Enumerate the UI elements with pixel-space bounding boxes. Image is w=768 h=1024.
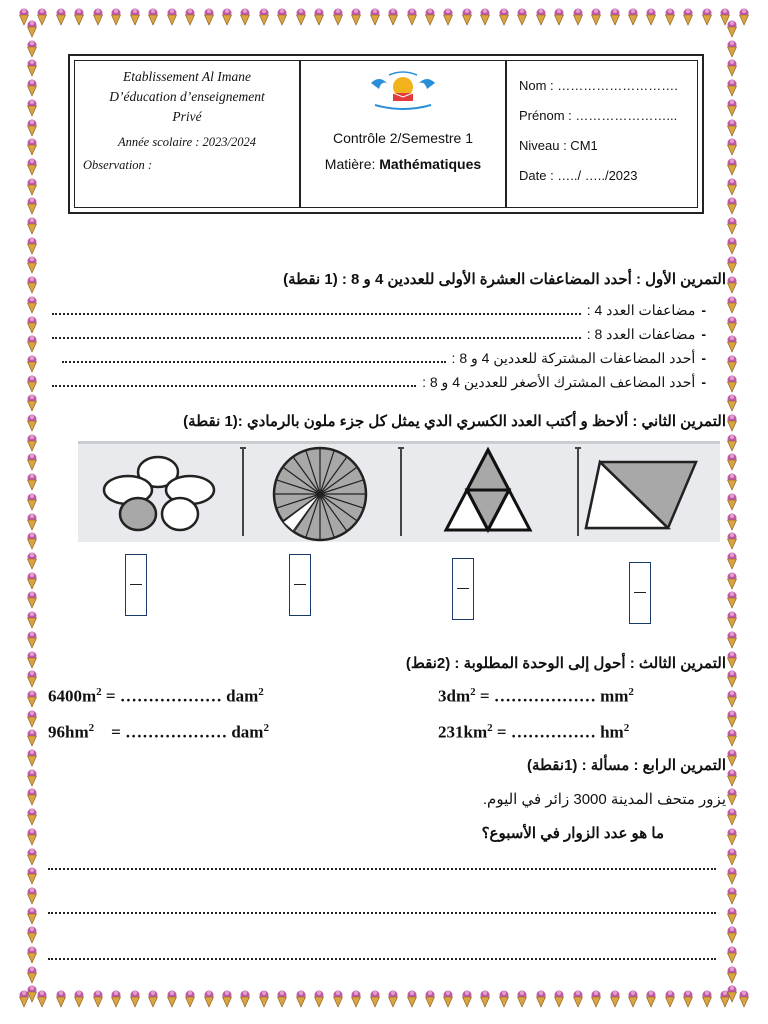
border-cone-icon	[726, 769, 738, 787]
school-year: Année scolaire : 2023/2024	[117, 135, 257, 149]
border-cone-icon	[572, 8, 584, 28]
dash-bullet: -	[701, 302, 706, 318]
spacer	[94, 723, 107, 742]
fraction-bar	[294, 584, 306, 585]
border-cone-icon	[147, 990, 159, 1010]
border-cone-icon	[184, 8, 196, 28]
border-cone-icon	[387, 8, 399, 28]
answer-line[interactable]	[48, 958, 716, 960]
border-cone-icon	[26, 434, 38, 452]
border-cone-icon	[726, 20, 738, 38]
border-cone-icon	[609, 990, 621, 1010]
niveau-field: Niveau : CM1	[519, 138, 598, 153]
fraction-bar	[130, 584, 142, 585]
border-cone-icon	[26, 907, 38, 925]
ex1-line-label: أحدد المضاعفات المشتركة للعددين 4 و 8 :	[451, 350, 696, 366]
exercise-1-lines	[52, 302, 706, 398]
nom-field: Nom : ……………………….	[519, 78, 678, 93]
border-cone-icon	[645, 990, 657, 1010]
border-cone-icon	[276, 8, 288, 28]
border-cone-icon	[726, 749, 738, 767]
fraction-bar	[634, 592, 646, 593]
border-cone-icon	[726, 788, 738, 806]
border-cone-icon	[26, 710, 38, 728]
dash-bullet: -	[701, 374, 706, 390]
border-cone-icon	[26, 20, 38, 38]
left-border	[22, 20, 42, 1004]
border-cone-icon	[26, 453, 38, 471]
border-cone-icon	[26, 808, 38, 826]
border-cone-icon	[26, 867, 38, 885]
border-cone-icon	[726, 79, 738, 97]
border-cone-icon	[26, 158, 38, 176]
border-cone-icon	[203, 990, 215, 1010]
border-cone-icon	[627, 990, 639, 1010]
border-cone-icon	[26, 79, 38, 97]
answer-dots: ………………	[493, 686, 596, 706]
border-cone-icon	[26, 611, 38, 629]
border-cone-icon	[553, 8, 565, 28]
border-cone-icon	[166, 8, 178, 28]
border-cone-icon	[26, 316, 38, 334]
border-cone-icon	[26, 473, 38, 491]
institution-line-3: Privé	[172, 109, 202, 124]
border-cone-icon	[26, 848, 38, 866]
border-cone-icon	[129, 990, 141, 1010]
figures-svg	[78, 444, 720, 542]
institution-name	[83, 67, 291, 127]
border-cone-icon	[726, 394, 738, 412]
border-cone-icon	[516, 990, 528, 1010]
border-cone-icon	[726, 572, 738, 590]
conversion-lhs: 6400m	[48, 686, 97, 706]
answer-dots	[52, 303, 581, 315]
exponent: 2	[628, 686, 634, 698]
problem-question: ما هو عدد الزوار في الأسبوع؟	[481, 825, 664, 842]
border-cone-icon	[726, 729, 738, 747]
border-cone-icon	[726, 217, 738, 235]
flower-figure	[104, 457, 214, 530]
border-cone-icon	[726, 256, 738, 274]
border-cone-icon	[726, 316, 738, 334]
border-cone-icon	[726, 237, 738, 255]
border-cone-icon	[26, 690, 38, 708]
border-cone-icon	[26, 985, 38, 1003]
border-cone-icon	[498, 990, 510, 1010]
exponent: 2	[470, 686, 476, 698]
border-cone-icon	[726, 414, 738, 432]
border-cone-icon	[726, 119, 738, 137]
ex1-line-label: مضاعفات العدد 4 :	[586, 302, 696, 318]
border-cone-icon	[726, 591, 738, 609]
border-cone-icon	[203, 8, 215, 28]
date-field: Date : …../ …../2023	[519, 168, 638, 183]
border-cone-icon	[387, 990, 399, 1010]
border-cone-icon	[726, 670, 738, 688]
border-cone-icon	[239, 8, 251, 28]
border-cone-icon	[406, 990, 418, 1010]
border-cone-icon	[26, 256, 38, 274]
border-cone-icon	[313, 8, 325, 28]
conversion-rhs: dam	[231, 722, 264, 742]
ex1-line	[62, 350, 706, 374]
school-logo-icon	[363, 69, 443, 113]
border-cone-icon	[258, 8, 270, 28]
border-cone-icon	[147, 8, 159, 28]
border-cone-icon	[479, 8, 491, 28]
prenom-field: Prénom : …………………...	[519, 108, 678, 123]
answer-dots: ……………	[510, 722, 596, 742]
border-cone-icon	[276, 990, 288, 1010]
border-cone-icon	[26, 99, 38, 117]
border-cone-icon	[26, 59, 38, 77]
border-cone-icon	[26, 670, 38, 688]
border-cone-icon	[258, 990, 270, 1010]
equals: =	[106, 722, 126, 742]
fraction-answer-box[interactable]	[452, 558, 474, 620]
exponent: 2	[96, 686, 102, 698]
border-cone-icon	[726, 946, 738, 964]
border-cone-icon	[726, 631, 738, 649]
border-cone-icon	[726, 690, 738, 708]
fraction-bar	[457, 588, 469, 589]
border-cone-icon	[461, 8, 473, 28]
exponent: 2	[88, 722, 95, 734]
border-cone-icon	[726, 138, 738, 156]
border-cone-icon	[726, 276, 738, 294]
institution-cell	[75, 61, 301, 207]
border-cone-icon	[726, 907, 738, 925]
border-cone-icon	[55, 8, 67, 28]
border-cone-icon	[498, 8, 510, 28]
border-cone-icon	[26, 591, 38, 609]
subject-value: Mathématiques	[379, 156, 482, 172]
border-cone-icon	[26, 276, 38, 294]
conversion-lhs: 3dm	[438, 686, 471, 706]
border-cone-icon	[369, 8, 381, 28]
border-cone-icon	[479, 990, 491, 1010]
border-cone-icon	[92, 8, 104, 28]
exercise-4-statement	[42, 790, 726, 808]
observation-label: Observation :	[83, 158, 153, 172]
conversion-item	[48, 722, 269, 743]
border-cone-icon	[535, 990, 547, 1010]
border-cone-icon	[26, 532, 38, 550]
border-cone-icon	[726, 453, 738, 471]
border-cone-icon	[166, 990, 178, 1010]
bottom-border	[18, 990, 750, 1010]
answer-dots	[62, 351, 446, 363]
border-cone-icon	[553, 990, 565, 1010]
border-cone-icon	[184, 990, 196, 1010]
right-border	[722, 20, 742, 1004]
border-cone-icon	[406, 8, 418, 28]
border-cone-icon	[26, 788, 38, 806]
exercise-4-question	[42, 824, 664, 842]
border-cone-icon	[726, 197, 738, 215]
border-cone-icon	[26, 119, 38, 137]
ex1-line-label: أحدد المضاعف المشترك الأصغر للعددين 4 و 8 :	[422, 374, 696, 390]
answer-dots: ………………	[125, 722, 228, 742]
conversion-item	[48, 686, 264, 707]
conversion-rhs: hm	[600, 722, 624, 742]
exponent: 2	[258, 686, 264, 698]
equals: =	[101, 686, 120, 706]
border-cone-icon	[682, 990, 694, 1010]
border-cone-icon	[701, 8, 713, 28]
exercise-2-title: التمرين الثاني : ألاحظ و أكتب العدد الكسري الدي يمثل كل جزء ملون بالرمادي :(1 نقطة)	[183, 413, 726, 430]
conversion-lhs: 96hm	[48, 722, 89, 742]
border-cone-icon	[726, 473, 738, 491]
top-border	[18, 8, 750, 28]
border-cone-icon	[726, 513, 738, 531]
control-title: Contrôle 2/Semestre 1	[332, 130, 474, 146]
border-cone-icon	[332, 990, 344, 1010]
exercise-3	[42, 654, 726, 672]
border-cone-icon	[442, 990, 454, 1010]
border-cone-icon	[26, 296, 38, 314]
ex1-line	[52, 302, 706, 326]
border-cone-icon	[26, 631, 38, 649]
institution-line-1: Etablissement Al Imane	[123, 69, 251, 84]
border-cone-icon	[726, 966, 738, 984]
border-cone-icon	[664, 8, 676, 28]
border-cone-icon	[726, 848, 738, 866]
triangle-figure	[446, 450, 530, 530]
conversion-rhs: dam	[226, 686, 259, 706]
border-cone-icon	[129, 8, 141, 28]
border-cone-icon	[73, 8, 85, 28]
border-cone-icon	[26, 651, 38, 669]
border-cone-icon	[26, 749, 38, 767]
border-cone-icon	[682, 8, 694, 28]
border-cone-icon	[332, 8, 344, 28]
border-cone-icon	[535, 8, 547, 28]
border-cone-icon	[26, 138, 38, 156]
border-cone-icon	[295, 990, 307, 1010]
ex1-line	[52, 326, 706, 350]
border-cone-icon	[26, 178, 38, 196]
exponent: 2	[623, 722, 630, 734]
border-cone-icon	[221, 8, 233, 28]
border-cone-icon	[424, 8, 436, 28]
answer-line[interactable]	[48, 912, 716, 914]
conversion-item	[438, 686, 634, 707]
border-cone-icon	[726, 158, 738, 176]
answer-line[interactable]	[48, 868, 716, 870]
border-cone-icon	[295, 8, 307, 28]
fraction-answer-box[interactable]	[629, 562, 651, 624]
ex1-line	[52, 374, 706, 398]
border-cone-icon	[110, 8, 122, 28]
border-cone-icon	[442, 8, 454, 28]
border-cone-icon	[726, 355, 738, 373]
border-cone-icon	[26, 335, 38, 353]
border-cone-icon	[26, 414, 38, 432]
exercise-4	[42, 756, 726, 774]
border-cone-icon	[26, 197, 38, 215]
border-cone-icon	[26, 572, 38, 590]
border-cone-icon	[55, 990, 67, 1010]
border-cone-icon	[726, 375, 738, 393]
border-cone-icon	[726, 40, 738, 58]
equals: =	[475, 686, 494, 706]
border-cone-icon	[726, 985, 738, 1003]
answer-dots: ………………	[119, 686, 222, 706]
subject-label: Matière:	[324, 156, 376, 172]
border-cone-icon	[726, 552, 738, 570]
border-cone-icon	[221, 990, 233, 1010]
answer-dots	[52, 375, 416, 387]
fraction-answer-box[interactable]	[289, 554, 311, 616]
border-cone-icon	[726, 532, 738, 550]
border-cone-icon	[664, 990, 676, 1010]
border-cone-icon	[726, 611, 738, 629]
dash-bullet: -	[701, 326, 706, 342]
border-cone-icon	[726, 178, 738, 196]
exercise-2	[42, 412, 726, 430]
border-cone-icon	[726, 926, 738, 944]
border-cone-icon	[26, 946, 38, 964]
conversion-item	[438, 722, 629, 743]
border-cone-icon	[726, 434, 738, 452]
border-cone-icon	[645, 8, 657, 28]
border-cone-icon	[726, 887, 738, 905]
border-cone-icon	[590, 990, 602, 1010]
exponent: 2	[263, 722, 269, 734]
border-cone-icon	[461, 990, 473, 1010]
border-cone-icon	[26, 513, 38, 531]
border-cone-icon	[701, 990, 713, 1010]
subject-line	[301, 156, 505, 172]
border-cone-icon	[73, 990, 85, 1010]
border-cone-icon	[627, 8, 639, 28]
dash-bullet: -	[701, 350, 706, 366]
border-cone-icon	[726, 99, 738, 117]
border-cone-icon	[726, 493, 738, 511]
exam-header	[68, 54, 704, 214]
problem-statement: يزور متحف المدينة 3000 زائر في اليوم.	[482, 791, 726, 808]
border-cone-icon	[26, 552, 38, 570]
border-cone-icon	[609, 8, 621, 28]
border-cone-icon	[26, 926, 38, 944]
border-cone-icon	[26, 966, 38, 984]
circle-figure	[274, 448, 366, 540]
conversion-rhs: mm	[600, 686, 629, 706]
exponent: 2	[487, 722, 493, 734]
border-cone-icon	[26, 375, 38, 393]
subject-cell	[301, 61, 507, 207]
border-cone-icon	[26, 217, 38, 235]
border-cone-icon	[26, 394, 38, 412]
parallelogram-figure	[586, 462, 696, 528]
border-cone-icon	[26, 355, 38, 373]
border-cone-icon	[726, 828, 738, 846]
answer-dots	[52, 327, 581, 339]
border-cone-icon	[26, 887, 38, 905]
border-cone-icon	[726, 335, 738, 353]
border-cone-icon	[110, 990, 122, 1010]
border-cone-icon	[424, 990, 436, 1010]
border-cone-icon	[369, 990, 381, 1010]
border-cone-icon	[350, 8, 362, 28]
institution-line-2: D’éducation d’enseignement	[109, 89, 265, 104]
border-cone-icon	[26, 828, 38, 846]
exercise-4-title: التمرين الرابع : مسألة : (1نقطة)	[526, 757, 726, 774]
conversion-lhs: 231km	[438, 722, 488, 742]
border-cone-icon	[350, 990, 362, 1010]
fraction-figures	[78, 441, 720, 542]
border-cone-icon	[26, 729, 38, 747]
border-cone-icon	[239, 990, 251, 1010]
ex1-line-label: مضاعفات العدد 8 :	[586, 326, 696, 342]
exercise-3-title: التمرين الثالث : أحول إلى الوحدة المطلوبة : (2نقط)	[405, 655, 726, 672]
border-cone-icon	[516, 8, 528, 28]
border-cone-icon	[590, 8, 602, 28]
border-cone-icon	[92, 990, 104, 1010]
student-info-cell	[507, 61, 697, 207]
border-cone-icon	[726, 651, 738, 669]
exercise-1	[42, 270, 726, 288]
border-cone-icon	[26, 769, 38, 787]
border-cone-icon	[26, 237, 38, 255]
border-cone-icon	[726, 59, 738, 77]
border-cone-icon	[572, 990, 584, 1010]
fraction-answer-box[interactable]	[125, 554, 147, 616]
border-cone-icon	[26, 40, 38, 58]
border-cone-icon	[726, 867, 738, 885]
border-cone-icon	[726, 808, 738, 826]
border-cone-icon	[726, 296, 738, 314]
exercise-1-title: التمرين الأول : أحدد المضاعفات العشرة الأولى للعددين 4 و 8 : (1 نقطة)	[283, 271, 726, 288]
border-cone-icon	[726, 710, 738, 728]
border-cone-icon	[313, 990, 325, 1010]
border-cone-icon	[26, 493, 38, 511]
equals: =	[492, 722, 511, 742]
